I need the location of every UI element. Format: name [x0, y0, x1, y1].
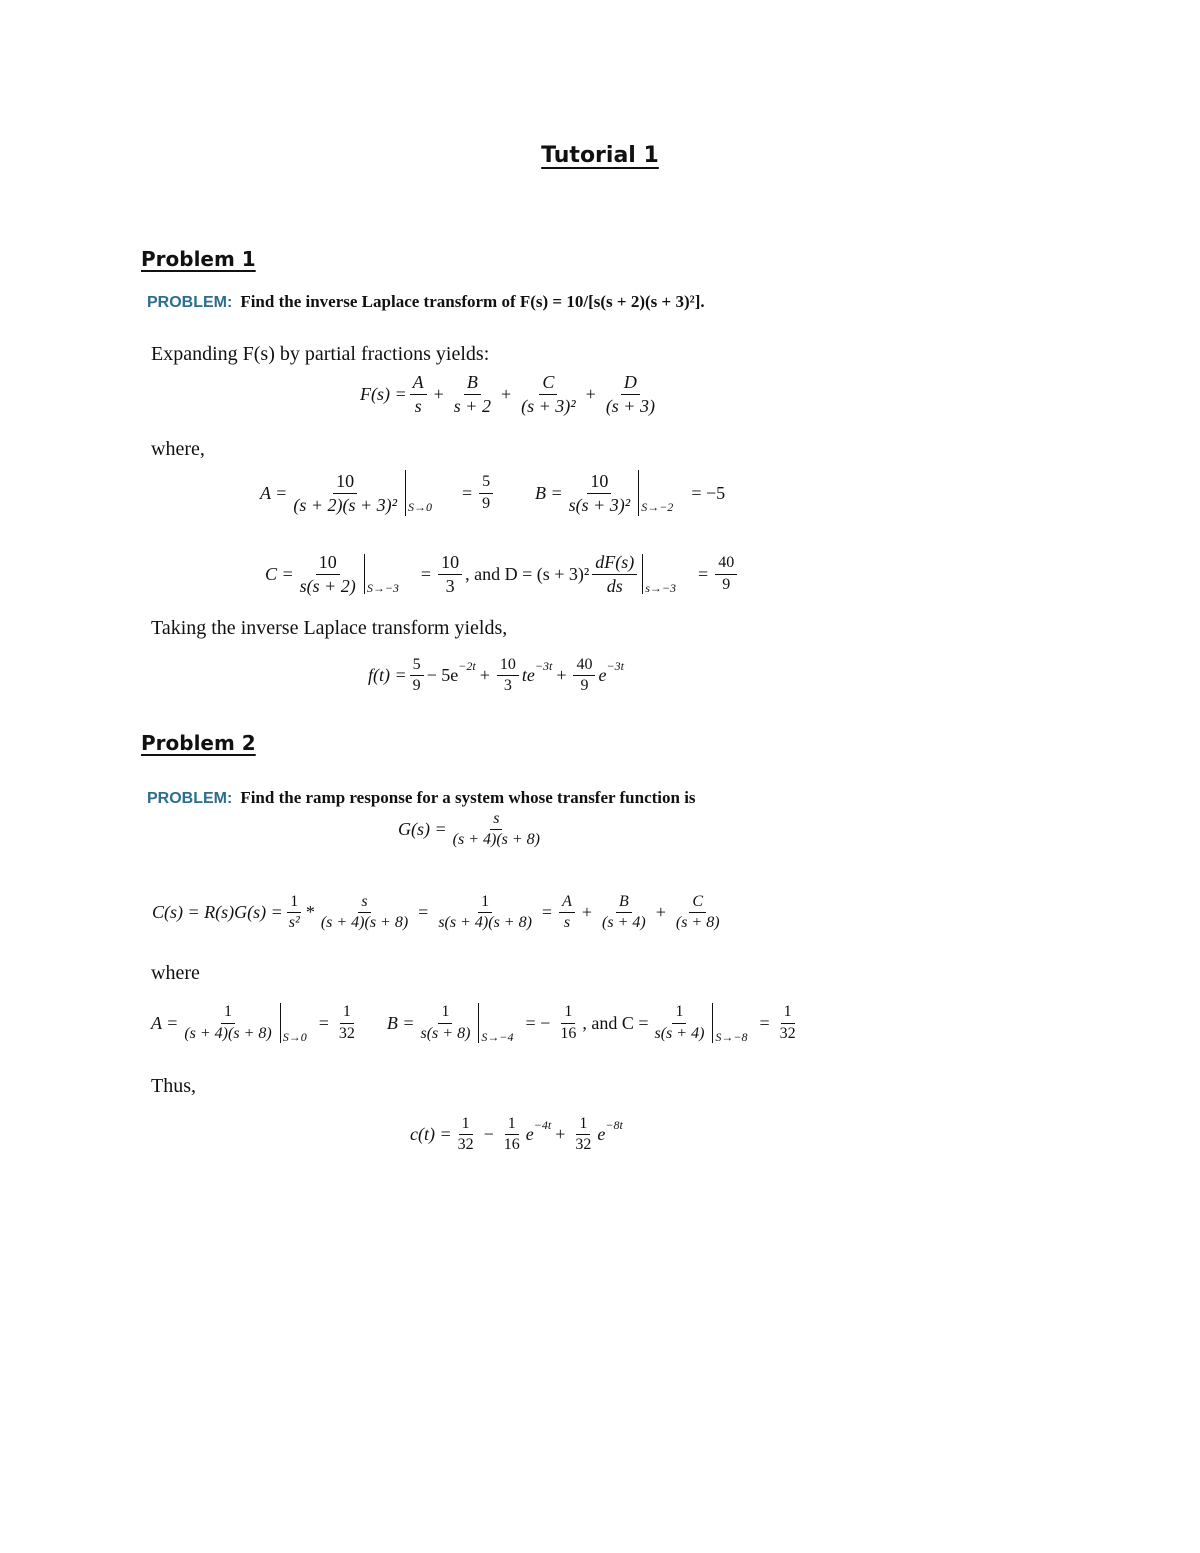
problem1-label: PROBLEM: — [147, 294, 233, 311]
problem2-heading: Problem 2 — [141, 731, 256, 755]
fs-term-c: $\frac{C}{\text{(s + 3)²}}$ — [521, 372, 576, 416]
problem2-where: where — [151, 962, 200, 984]
ft-result-equation: f(t) = $\frac{5}{9}$ − 5e −2t + $\frac{10}{3}$ te −3t + $\frac{40}{9}$ e −3t — [368, 656, 624, 695]
problem1-statement-line — [147, 292, 705, 312]
problem2-label: PROBLEM: — [147, 790, 233, 807]
problem2-statement: Find the ramp response for a system whose transfer function is — [240, 788, 696, 807]
problem2-thus: Thus, — [151, 1075, 196, 1097]
gs-transfer-function: G(s) = $\frac{s}{(s + 4)(s + 8)}$ — [398, 810, 540, 849]
problem1-taking-text: Taking the inverse Laplace transform yields, — [151, 617, 508, 639]
fs-term-a: $\frac{A}{s}$ — [410, 372, 427, 416]
p1-coefficient-b: B = $\frac{10}{\text{s(s + 3)²}}$ S→−2 = −5 — [535, 470, 726, 515]
problem1-heading: Problem 1 — [141, 247, 256, 271]
problem1-statement: Find the inverse Laplace transform of F(s) = 10/[s(s + 2)(s + 3)²]. — [240, 292, 705, 311]
cs-expansion-equation: C(s) = R(s)G(s) = $\frac{1}{\text{s²}}$ * $\frac{s}{(s + 4)(s + 8)}$ = $\frac{1}{s(s + 4)(s + 8)}$ = $\frac{A}{s}$ + $\frac{B}{(s + 4)}$ + $\frac{C}{(s + 8)}$ — [152, 893, 720, 932]
fs-term-d: $\frac{D}{(s + 3)}$ — [605, 372, 655, 416]
problem1-where: where, — [151, 438, 205, 460]
p2-coefficients: A = $\frac{1}{(s + 4)(s + 8)}$ S→0 = $\frac{1}{32}$ B = $\frac{1}{s(s + 8)}$ S→−4 = − $\frac{1}{16}$ , and C = $\frac{1}{s(s + 4)}$ S→−8 = $\frac{1}{32}$ — [151, 1003, 796, 1044]
problem2-statement-line — [147, 788, 696, 808]
p1-coefficient-c-d: C = $\frac{10}{s(s + 2)}$ S→−3 = $\frac{10}{3}$ , and D = (s + 3)² $\frac{dF(s)}{ds}$ s→−3 = $\frac{40}{9}$ — [265, 552, 740, 596]
fs-expansion-equation: F(s) = $\frac{A}{s}$ + $\frac{B}{s + 2}$ + $\frac{C}{\text{(s + 3)²}}$ + $\frac{D}{(s + 3)}$ — [360, 372, 661, 416]
fs-term-b: $\frac{B}{s + 2}$ — [453, 372, 491, 416]
page-title: Tutorial 1 — [541, 143, 659, 168]
p1-coefficient-a: A = $\frac{10}{\text{(s + 2)(s + 3)²}}$ S→0 = $\frac{5}{9}$ — [260, 470, 496, 516]
fs-lhs: F(s) = — [360, 383, 407, 404]
problem1-expanding-text: Expanding F(s) by partial fractions yields: — [151, 343, 490, 365]
ct-result-equation: c(t) = $\frac{1}{32}$ − $\frac{1}{16}$ e −4t + $\frac{1}{32}$ e −8t — [410, 1115, 623, 1154]
